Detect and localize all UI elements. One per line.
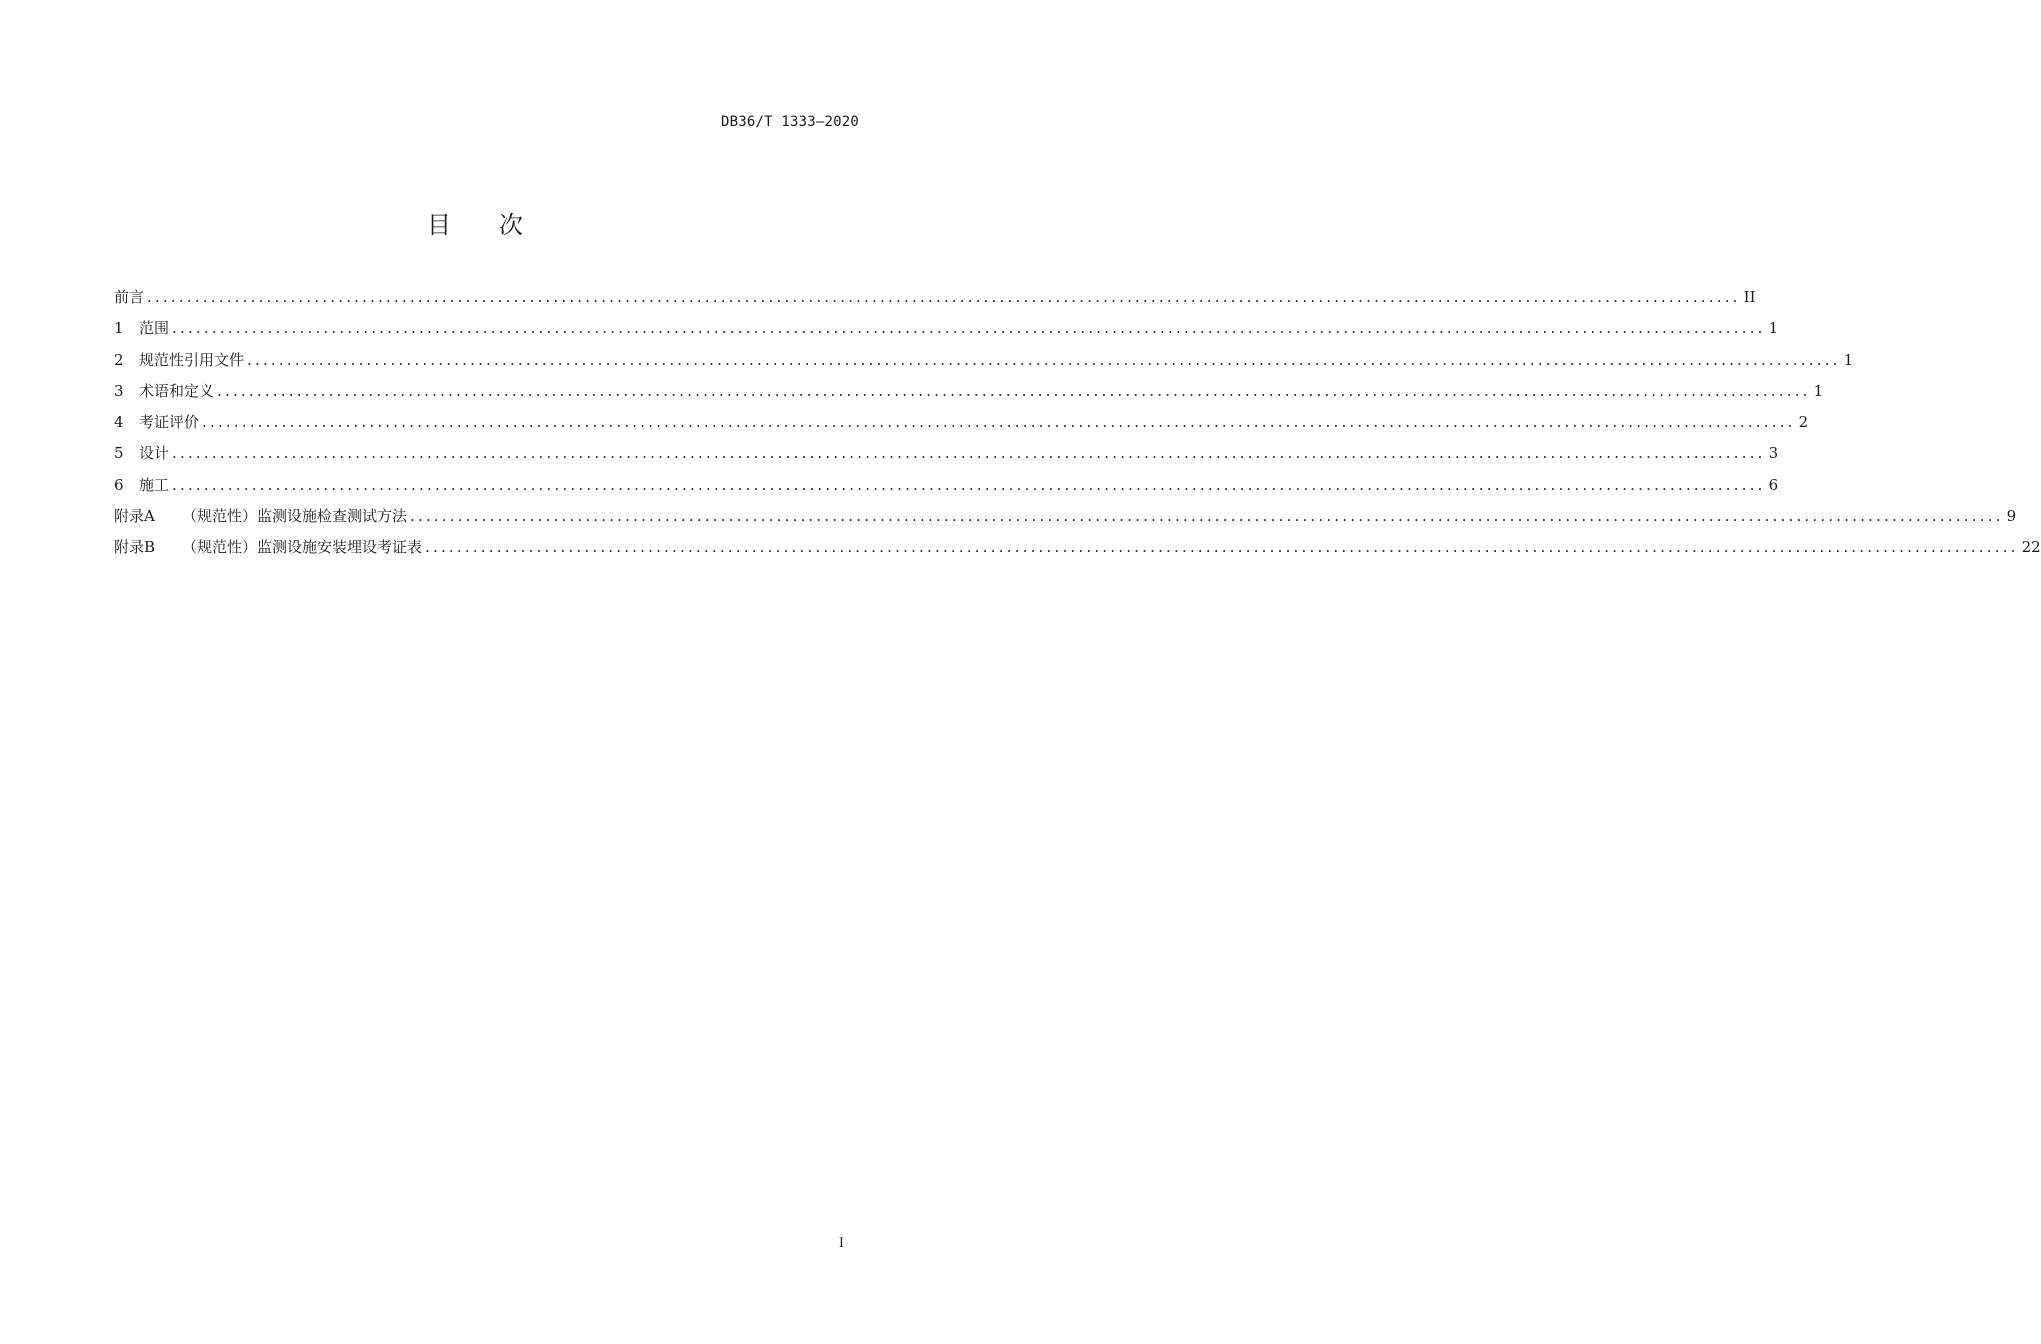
- table-of-contents: [114, 286, 2041, 568]
- toc-entry-number: 2: [114, 350, 124, 369]
- toc-leader-dots: ........................................................................................................................................................................................................: [172, 444, 1766, 463]
- toc-leader-dots: ........................................................................................................................................................................................................: [147, 288, 1741, 306]
- toc-entry-appendix-b[interactable]: [114, 536, 2041, 567]
- toc-entry-evaluation[interactable]: [114, 411, 1809, 442]
- toc-leader-dots: ........................................................................................................................................................................................................: [247, 350, 1841, 369]
- toc-entry-page: II: [1743, 288, 1756, 306]
- appendix-title: （规范性）监测设施安装埋设考证表: [182, 538, 423, 557]
- toc-entry-label: 范围: [139, 319, 170, 338]
- toc-entry-label: 规范性引用文件: [139, 350, 245, 369]
- toc-entry-label: 设计: [139, 444, 170, 463]
- toc-entry-terms-definitions[interactable]: [114, 380, 1824, 411]
- toc-entry-page: 3: [1768, 444, 1779, 463]
- toc-entry-appendix-a[interactable]: [114, 505, 2017, 536]
- toc-leader-dots: ........................................................................................................................................................................................................: [410, 507, 2004, 526]
- toc-title-char-1: 目: [427, 211, 451, 239]
- appendix-tag: 附录A: [114, 507, 155, 526]
- toc-entry-page: 1: [1843, 350, 1854, 369]
- toc-entry-page: 6: [1768, 475, 1779, 494]
- toc-entry-label: 术语和定义: [139, 381, 215, 400]
- toc-entry-design[interactable]: [114, 442, 1779, 473]
- toc-leader-dots: ........................................................................................................................................................................................................: [202, 413, 1796, 432]
- toc-entry-page: 2: [1798, 413, 1809, 432]
- toc-entry-page: 9: [2006, 507, 2017, 526]
- toc-entry-number: 1: [114, 319, 124, 338]
- toc-title: [0, 205, 950, 240]
- toc-entry-foreword[interactable]: [114, 286, 1756, 317]
- toc-entry-number: 3: [114, 381, 124, 400]
- toc-entry-label: 施工: [139, 475, 170, 494]
- toc-title-char-2: 次: [499, 211, 523, 239]
- toc-entry-number: 4: [114, 413, 124, 432]
- toc-entry-label: 前言: [114, 288, 145, 306]
- toc-entry-page: 22: [2021, 538, 2041, 557]
- toc-entry-page: 1: [1768, 319, 1779, 338]
- toc-entry-normative-references[interactable]: [114, 349, 1854, 380]
- toc-leader-dots: ........................................................................................................................................................................................................: [425, 538, 2019, 557]
- appendix-tag: 附录B: [114, 538, 156, 557]
- toc-entry-construction[interactable]: [114, 474, 1779, 505]
- toc-leader-dots: ........................................................................................................................................................................................................: [172, 319, 1766, 338]
- toc-leader-dots: ........................................................................................................................................................................................................: [172, 475, 1766, 494]
- toc-entry-scope[interactable]: [114, 317, 1779, 348]
- toc-leader-dots: ........................................................................................................................................................................................................: [217, 381, 1811, 400]
- page-number: I: [838, 1236, 844, 1251]
- appendix-title: （规范性）监测设施检查测试方法: [182, 507, 408, 526]
- toc-entry-number: 6: [114, 475, 124, 494]
- toc-entry-page: 1: [1813, 381, 1824, 400]
- toc-entry-label: 考证评价: [139, 413, 200, 432]
- toc-entry-label: [114, 505, 407, 527]
- document-code: DB36/T 1333—2020: [720, 114, 859, 130]
- toc-entry-number: 5: [114, 444, 124, 463]
- toc-entry-label: [114, 536, 422, 558]
